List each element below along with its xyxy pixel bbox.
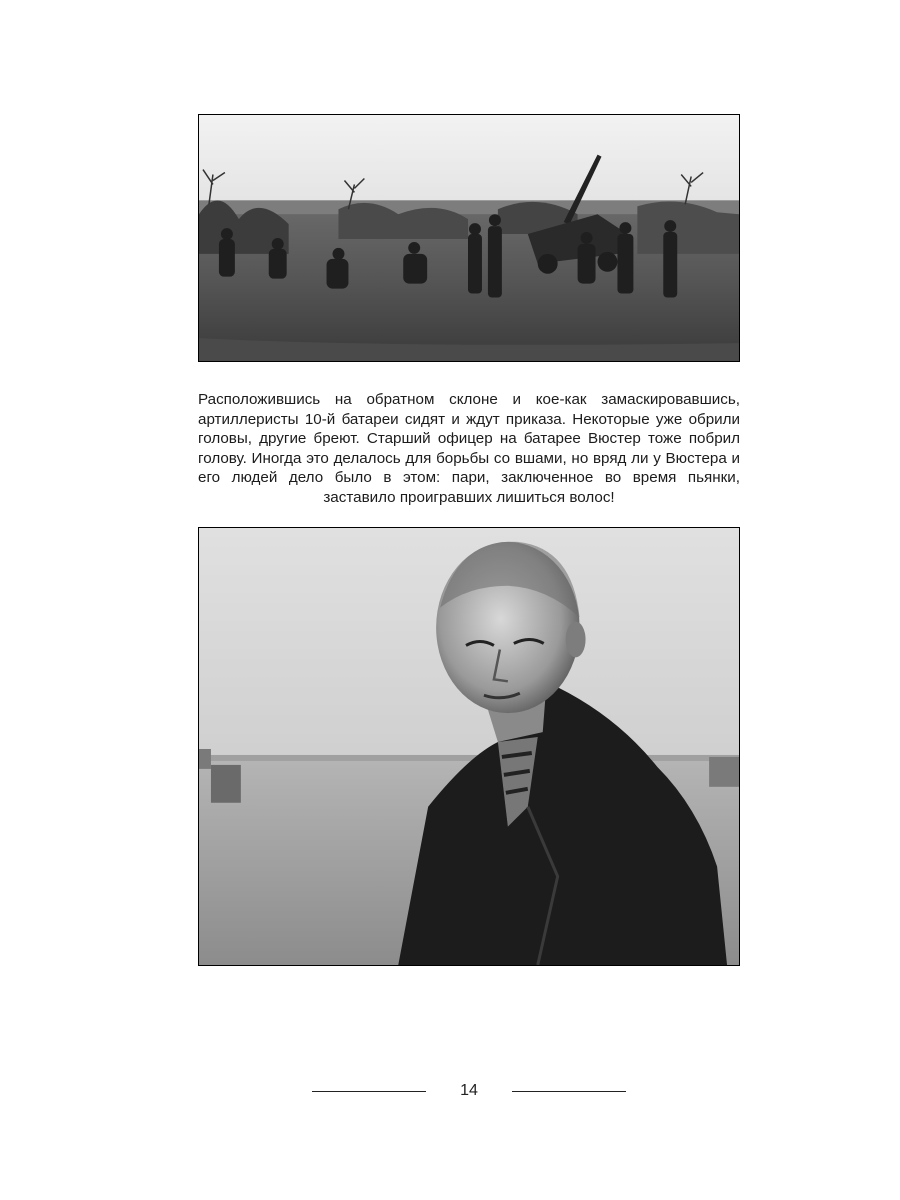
photo-caption: Расположившись на обратном склоне и кое-как замаскировавшись, артиллеристы 10-й батареи сидят и ждут приказа. Некоторые уже обрили головы, другие бреют. Старший офицер на батарее Вюстер тоже побрил голову. Иногда это делалось для борьбы со вшами, но вряд ли у Вюстера и его людей дело было в этом: пари, заключенное во время пьянки, заставило проигравших лишиться волос! [198,391,740,506]
photo-artillery-crew [198,114,740,362]
page-footer [0,1080,900,1104]
photo-shaved-soldier-portrait [198,527,740,966]
photo-artillery-crew-image [199,115,739,361]
page-number: 14 [460,1082,478,1099]
footer-rule-left [312,1091,426,1092]
photo-shaved-soldier-portrait-image [199,528,739,965]
footer-rule-right [512,1091,626,1092]
